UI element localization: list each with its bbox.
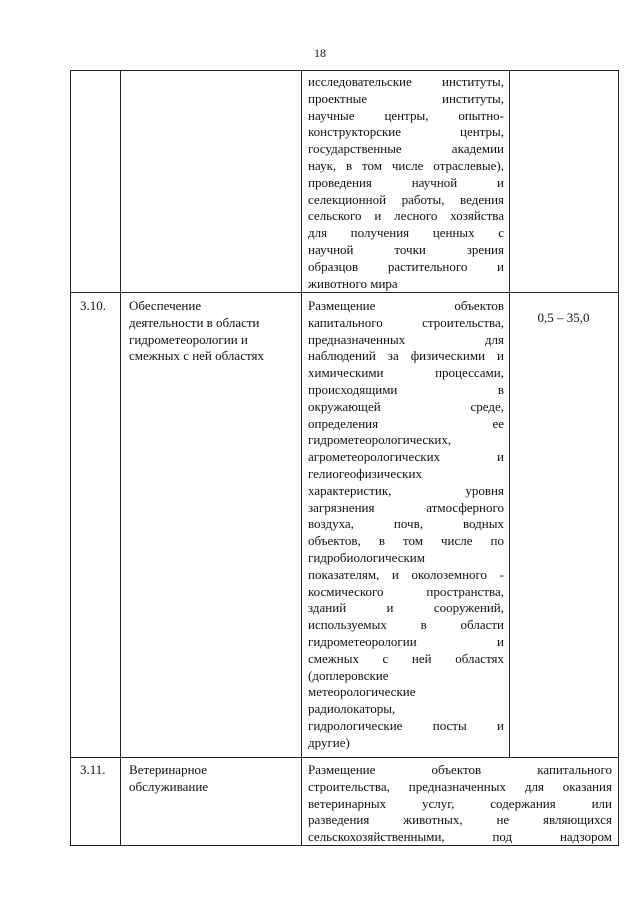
desc-line: используемых в области	[308, 617, 504, 633]
desc-line: для получения ценных с	[308, 225, 504, 241]
desc-line: определения ее	[308, 415, 504, 431]
desc-line: радиолокаторы,	[308, 701, 396, 717]
desc-line: исследовательские институты,	[308, 74, 504, 89]
desc-line: научной точки зрения	[308, 241, 504, 257]
column-divider	[301, 70, 302, 845]
name-line: гидрометеорологии и	[129, 331, 248, 347]
desc-line: наблюдений за физическими и	[308, 348, 504, 364]
row-1-description	[308, 298, 504, 752]
page-number: 18	[314, 46, 326, 60]
desc-line: капитального строительства,	[308, 314, 504, 330]
desc-line: гидрометеорологических,	[308, 432, 452, 448]
desc-line: проведения научной и	[308, 174, 504, 190]
row-2-name	[129, 762, 297, 796]
desc-line: гидробиологическим	[308, 549, 425, 565]
desc-line: зданий и сооружений,	[308, 600, 504, 616]
desc-line: гидрометеорологии и	[308, 633, 504, 649]
table-top-rule	[71, 70, 618, 71]
desc-line: (доплеровские	[308, 667, 389, 683]
desc-line: метеорологические	[308, 684, 416, 700]
row-2-description	[308, 762, 612, 846]
desc-line: Размещение объектов	[308, 298, 504, 313]
name-line: смежных с ней областях	[129, 348, 264, 364]
desc-line: гидрологические посты и	[308, 717, 504, 733]
desc-line: космического пространства,	[308, 583, 504, 599]
desc-line: окружающей среде,	[308, 398, 504, 414]
desc-line: проектные институты,	[308, 90, 504, 106]
desc-line: другие)	[308, 734, 350, 750]
row-1-value: 0,5 – 35,0	[537, 310, 590, 325]
column-divider	[509, 70, 510, 757]
desc-line: конструкторские центры,	[308, 124, 504, 140]
desc-line: объектов, в том числе по	[308, 533, 504, 549]
row-1-number: 3.10.	[80, 298, 106, 313]
desc-line: государственные академии	[308, 141, 504, 157]
row-divider	[71, 757, 618, 758]
desc-line: ветеринарных услуг, содержания или	[308, 795, 612, 811]
name-line: деятельности в области	[129, 314, 260, 330]
desc-line: характеристик, уровня	[308, 482, 504, 498]
desc-line: животного мира	[308, 275, 398, 291]
desc-line: смежных с ней областях	[308, 650, 504, 666]
row-2-number: 3.11.	[80, 762, 106, 777]
desc-line: селекционной работы, ведения	[308, 191, 504, 207]
row-0-description	[308, 74, 504, 292]
desc-line: воздуха, почв, водных	[308, 516, 504, 532]
regulation-table	[70, 70, 619, 846]
desc-line: сельскохозяйственными, под надзором	[308, 829, 612, 845]
desc-line: происходящими в	[308, 381, 504, 397]
desc-line: строительства, предназначенных для оказания	[308, 778, 612, 794]
desc-line: образцов растительного и	[308, 258, 504, 274]
desc-line: предназначенных для	[308, 331, 504, 347]
desc-line: наук, в том числе отраслевые),	[308, 157, 504, 173]
desc-line: научные центры, опытно-	[308, 107, 504, 123]
row-1-name	[129, 298, 297, 365]
desc-line: разведения животных, не являющихся	[308, 812, 612, 828]
column-divider	[120, 70, 121, 845]
desc-line: агрометеорологических и	[308, 449, 504, 465]
desc-line: сельского и лесного хозяйства	[308, 208, 504, 224]
name-line: Ветеринарное	[129, 762, 207, 777]
name-line: обслуживание	[129, 778, 209, 794]
desc-line: химическими процессами,	[308, 365, 504, 381]
name-line: Обеспечение	[129, 298, 202, 313]
desc-line: показателям, и околоземного -	[308, 566, 504, 582]
desc-line: загрязнения атмосферного	[308, 499, 504, 515]
desc-line: Размещение объектов капитального	[308, 762, 612, 777]
desc-line: гелиогеофизических	[308, 465, 422, 481]
